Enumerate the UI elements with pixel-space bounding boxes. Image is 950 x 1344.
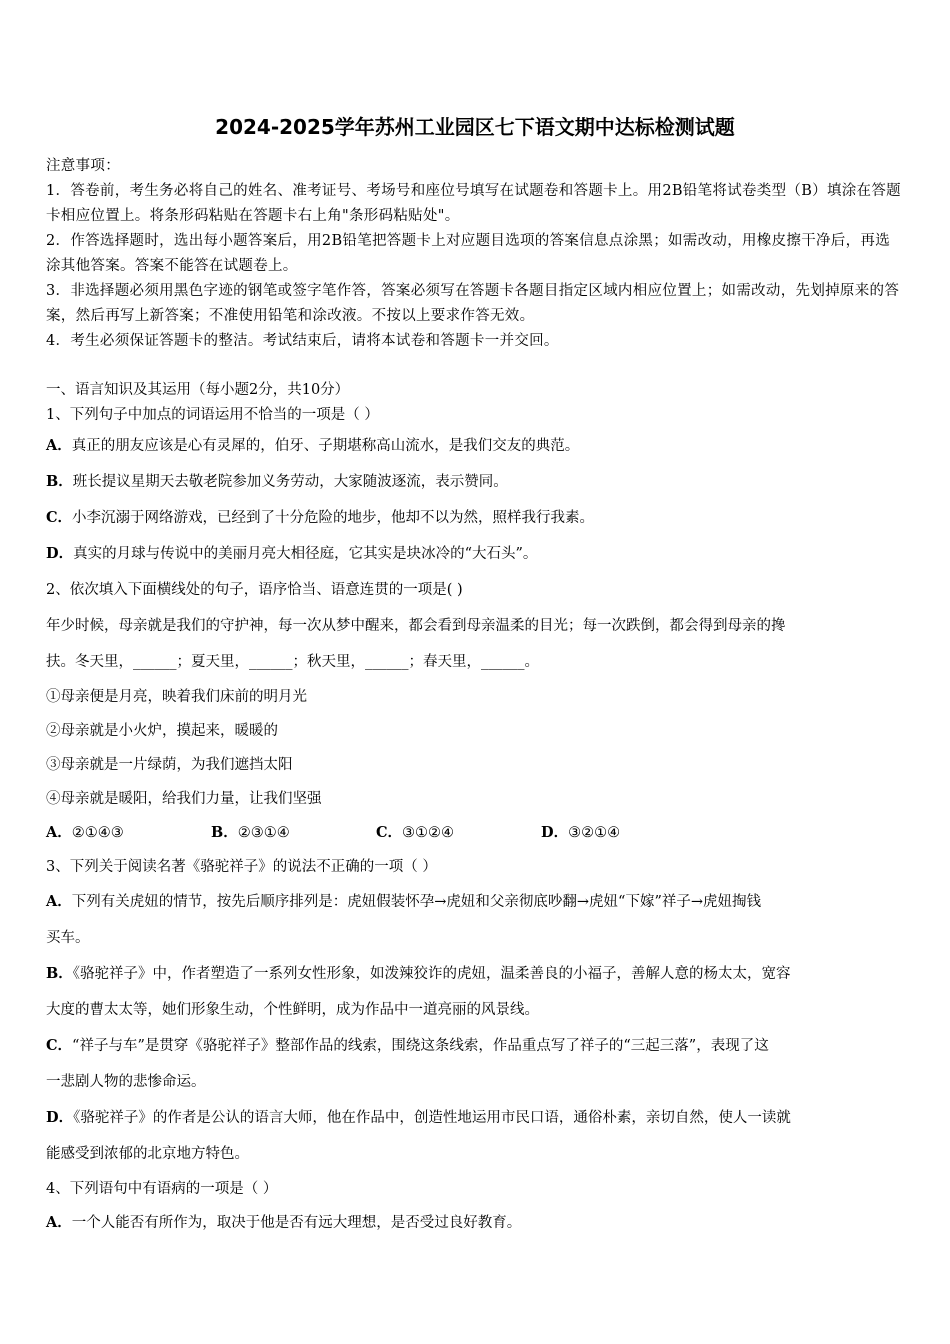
question-3-options: [46, 884, 904, 1172]
q3-option-b-cont: 大度的曹太太等，她们形象生动，个性鲜明，成为作品中一道亮丽的风景线。: [46, 1002, 539, 1018]
question-1-stem: 1、下列句子中加点的词语运用不恰当的一项是（ ）: [46, 407, 379, 423]
q2-option-c: C．③①②④: [376, 824, 455, 841]
q3-option-d-cont: 能感受到浓郁的北京地方特色。: [46, 1146, 249, 1162]
notice-item-4: 4．考生必须保证答题卡的整洁。考试结束后，请将本试卷和答题卡一并交回。: [46, 333, 559, 349]
q1-option-d: D．真实的月球与传说中的美丽月亮大相径庭，它其实是块冰冷的“大石头”。: [46, 545, 538, 562]
q1-option-b: B．班长提议星期天去敬老院参加义务劳动，大家随波逐流，表示赞同。: [46, 473, 508, 490]
q3-option-c-cont: 一悲剧人物的悲惨命运。: [46, 1074, 206, 1090]
question-4-stem: 4、下列语句中有语病的一项是（ ）: [46, 1181, 278, 1197]
question-2-item-2: ②母亲就是小火炉，摸起来，暖暖的: [46, 723, 278, 739]
q4-option-a: A．一个人能否有所作为，取决于他是否有远大理想，是否受过良好教育。: [46, 1214, 522, 1231]
page-title: 2024-2025学年苏州工业园区七下语文期中达标检测试题: [215, 115, 735, 139]
question-2-stem: 2、依次填入下面横线处的句子，语序恰当、语意连贯的一项是( ): [46, 582, 463, 598]
q3-option-a-cont: 买车。: [46, 930, 90, 946]
notice-block: [46, 154, 904, 354]
question-3-stem: 3、下列关于阅读名著《骆驼祥子》的说法不正确的一项（ ）: [46, 859, 437, 875]
q3-option-d: D．《骆驼祥子》的作者是公认的语言大师，他在作品中，创造性地运用市民口语，通俗朴素，亲切自然，使人一读就: [46, 1109, 791, 1126]
q3-option-c: C．“祥子与车”是贯穿《骆驼祥子》整部作品的线索，围绕这条线索，作品重点写了祥子的“三起三落”，表现了这: [46, 1037, 769, 1054]
q2-option-b: B．②③①④: [211, 824, 290, 841]
question-2-options: [46, 816, 904, 850]
q3-option-b: B．《骆驼祥子》中，作者塑造了一系列女性形象，如泼辣狡诈的虎妞，温柔善良的小福子，善解人意的杨太太，宽容: [46, 965, 791, 982]
notice-item-2: 2．作答选择题时，选出每小题答案后，用2B铅笔把答题卡上对应题目选项的答案信息点涂黑；如需改动，用橡皮擦干净后，再选涂其他答案。答案不能答在试题卷上。: [46, 233, 891, 274]
q1-option-a: A．真正的朋友应该是心有灵犀的，伯牙、子期堪称高山流水，是我们交友的典范。: [46, 437, 580, 454]
q1-option-c: C．小李沉溺于网络游戏，已经到了十分危险的地步，他却不以为然，照样我行我素。: [46, 509, 595, 526]
question-2-passage-line-2: 扶。冬天里，______；夏天里，______；秋天里，______；春天里，______。: [46, 654, 539, 670]
question-2-item-4: ④母亲就是暖阳，给我们力量，让我们坚强: [46, 791, 322, 807]
notice-heading: 注意事项：: [46, 158, 120, 174]
notice-item-1: 1．答卷前，考生务必将自己的姓名、准考证号、考场号和座位号填写在试题卷和答题卡上。用2B铅笔将试卷类型（B）填涂在答题卡相应位置上。将条形码粘贴在答题卡右上角"条形码粘贴处"。: [46, 183, 901, 224]
question-1-options: [46, 428, 904, 572]
q2-option-a: A．②①④③: [46, 824, 124, 841]
question-2-item-1: ①母亲便是月亮，映着我们床前的明月光: [46, 689, 307, 705]
question-2-item-3: ③母亲就是一片绿荫，为我们遮挡太阳: [46, 757, 293, 773]
q3-option-a: A．下列有关虎妞的情节，按先后顺序排列是：虎妞假装怀孕→虎妞和父亲彻底吵翻→虎妞“下嫁”祥子→虎妞掏钱: [46, 893, 762, 910]
notice-item-3: 3．非选择题必须用黑色字迹的钢笔或签字笔作答，答案必须写在答题卡各题目指定区域内相应位置上；如需改动，先划掉原来的答案，然后再写上新答案；不准使用铅笔和涂改液。不按以上要求作答无效。: [46, 283, 900, 324]
question-2-passage-line-1: 年少时候，母亲就是我们的守护神，每一次从梦中醒来，都会看到母亲温柔的目光；每一次跌倒，都会得到母亲的搀: [46, 618, 786, 634]
section-heading: 一、语言知识及其运用（每小题2分，共10分）: [46, 382, 350, 398]
q2-option-d: D．③②①④: [541, 824, 621, 841]
